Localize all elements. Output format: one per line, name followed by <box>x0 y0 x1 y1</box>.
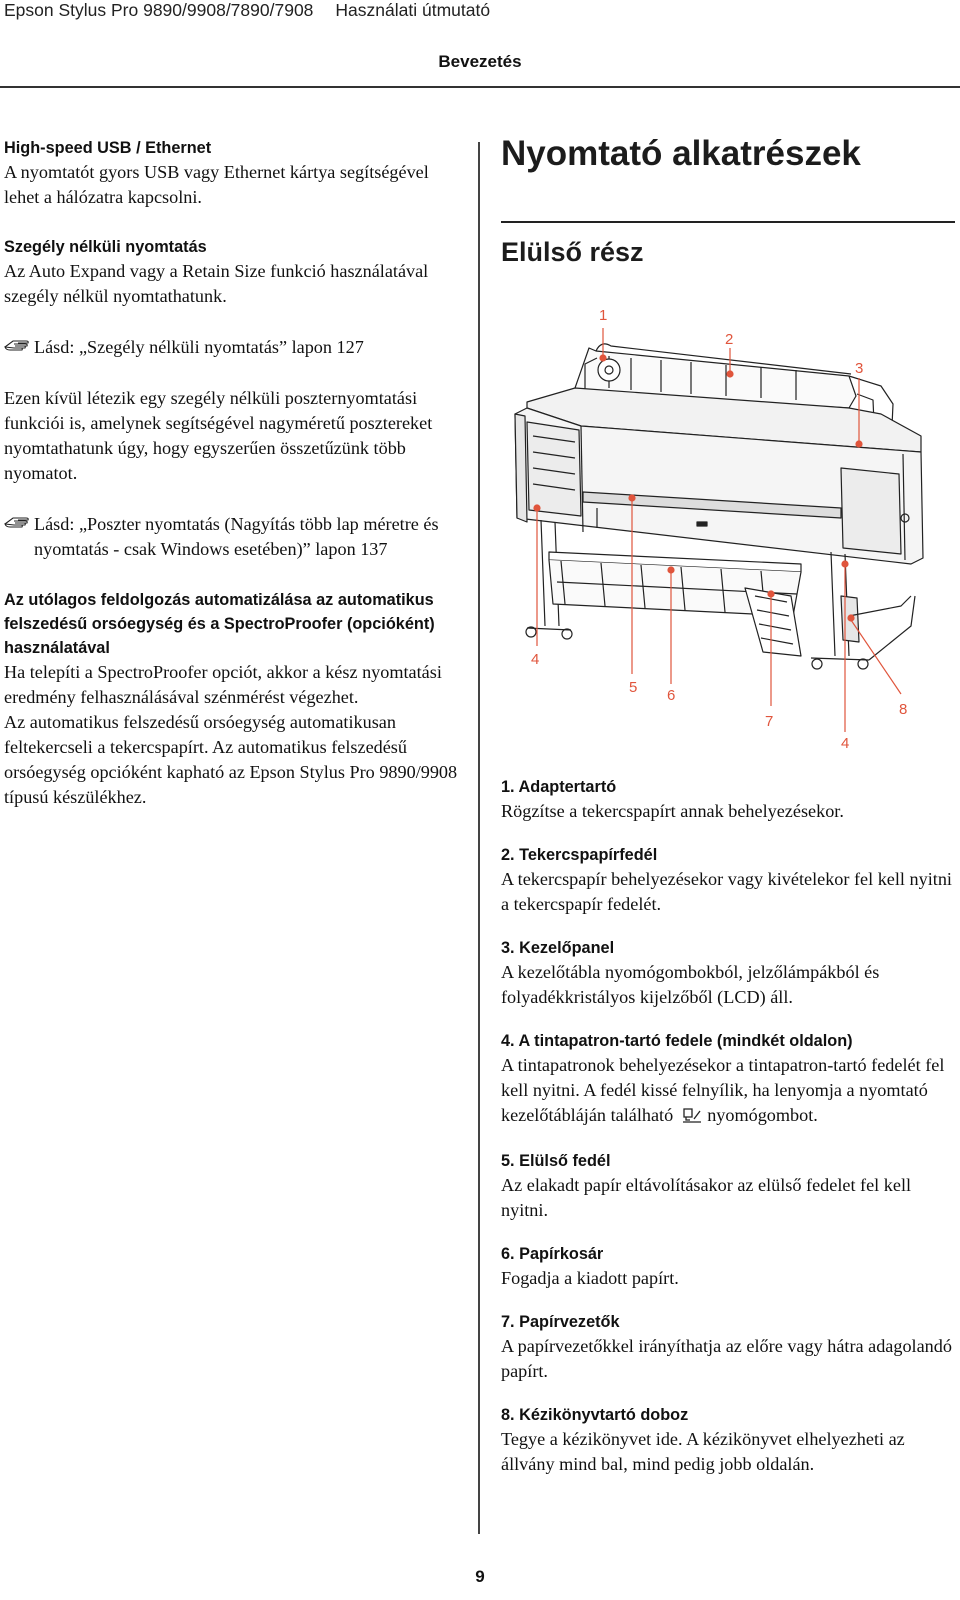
ink-cover-button-icon <box>681 1105 703 1130</box>
right-column <box>501 130 955 269</box>
borderless-heading: Szegély nélküli nyomtatás <box>4 238 207 256</box>
part-text: Az elakadt papír eltávolításakor az elülső fedelet fel kell nyitni. <box>501 1175 912 1220</box>
part-text: Tegye a kézikönyvet ide. A kézikönyvet elhelyezheti az állvány mind bal, mind pedig jobb oldalán. <box>501 1429 905 1474</box>
printer-illustration <box>501 296 956 766</box>
part-item <box>501 936 953 1010</box>
main-heading: Nyomtató alkatrészek <box>501 134 861 173</box>
poster-reference <box>4 512 459 562</box>
usb-heading: High-speed USB / Ethernet <box>4 139 212 157</box>
automation-heading: Az utólagos feldolgozás automatizálása az automatikus felszedésű orsóegység és a SpectroProofer (opcióként) használatával <box>4 591 435 657</box>
borderless-reference <box>4 335 459 360</box>
part-text-after: nyomógombot. <box>707 1105 818 1125</box>
part-text: A papírvezetőkkel irányíthatja az előre vagy hátra adagolandó papírt. <box>501 1336 952 1381</box>
part-title: 4. A tintapatron-tartó fedele (mindkét oldalon) <box>501 1032 853 1050</box>
callout-2: 2 <box>725 331 734 348</box>
header-guide: Használati útmutató <box>335 0 491 20</box>
part-text: A tekercspapír behelyezésekor vagy kivételekor fel kell nyitni a tekercspapír fedelét. <box>501 869 952 914</box>
part-item <box>501 1029 953 1130</box>
part-text: A kezelőtábla nyomógombokból, jelzőlámpákból és folyadékkristályos kijelzőből (LCD) áll. <box>501 962 880 1007</box>
callout-5: 5 <box>629 679 638 696</box>
part-title: 7. Papírvezetők <box>501 1313 620 1331</box>
part-item <box>501 1149 953 1223</box>
usb-text: A nyomtatót gyors USB vagy Ethernet kártya segítségével lehet a hálózatra kapcsolni. <box>4 162 429 207</box>
poster-text: Ezen kívül létezik egy szegély nélküli poszternyomtatási funkciói is, amelynek segítségével nagyméretű posztereket nyomtathatunk úgy, hogy egyszerűen összetűzünk több nyomatot. <box>4 388 433 483</box>
automation-text: Ha telepíti a SpectroProofer opciót, akkor a kész nyomtatási eredmény felhasználásával szénmérést végezhet. <box>4 662 442 707</box>
poster-ref-link[interactable]: Lásd: „Poszter nyomtatás (Nagyítás több lap méretre és nyomtatás - csak Windows esetében)” lapon 137 <box>34 514 439 559</box>
pointing-hand-icon <box>4 335 34 357</box>
pointing-hand-icon <box>4 512 34 534</box>
part-text: Fogadja a kiadott papírt. <box>501 1268 679 1288</box>
callout-1: 1 <box>599 307 608 324</box>
part-item <box>501 1242 953 1291</box>
header-rule <box>0 86 960 88</box>
callout-7: 7 <box>765 713 774 730</box>
part-item <box>501 775 953 824</box>
left-column <box>4 136 459 810</box>
part-title: 2. Tekercspapírfedél <box>501 846 658 864</box>
sub-heading: Elülső rész <box>501 237 644 267</box>
part-item <box>501 1310 953 1384</box>
callout-3: 3 <box>855 360 864 377</box>
borderless-text: Az Auto Expand vagy a Retain Size funkció használatával szegély nélkül nyomtathatunk. <box>4 261 429 306</box>
part-text: Rögzítse a tekercspapírt annak behelyezésekor. <box>501 801 844 821</box>
part-item <box>501 1403 953 1477</box>
part-title: 6. Papírkosár <box>501 1245 604 1263</box>
callout-6: 6 <box>667 687 676 704</box>
part-title: 1. Adaptertartó <box>501 778 617 796</box>
printer-drawing <box>501 296 956 766</box>
page-number: 9 <box>475 1567 485 1586</box>
callout-4-left: 4 <box>531 651 540 668</box>
header-product: Epson Stylus Pro 9890/9908/7890/7908 <box>4 0 314 20</box>
column-divider <box>478 142 480 1534</box>
borderless-ref-link[interactable]: Lásd: „Szegély nélküli nyomtatás” lapon 127 <box>34 337 364 357</box>
part-text-container <box>501 1053 953 1130</box>
part-title: 3. Kezelőpanel <box>501 939 615 957</box>
part-title: 5. Elülső fedél <box>501 1152 611 1170</box>
automation-text-2: Az automatikus felszedésű orsóegység automatikusan feltekercseli a tekercspapírt. Az automatikus felszedésű orsóegység opcióként kapható az Epson Stylus Pro 9890/9908 típusú készülékhez. <box>4 712 458 807</box>
heading-rule <box>501 221 955 223</box>
part-text: A tintapatronok behelyezésekor a tintapatron-tartó fedelét fel kell nyitni. A fedél kissé felnyílik, ha lenyomja a nyomtató kezelőtábláján található <box>501 1055 945 1125</box>
part-item <box>501 843 953 917</box>
running-header <box>4 0 490 21</box>
callout-4-right: 4 <box>841 735 850 752</box>
section-label: Bevezetés <box>438 52 522 71</box>
part-title: 8. Kézikönyvtartó doboz <box>501 1406 689 1424</box>
parts-list <box>501 775 953 1496</box>
callout-8: 8 <box>899 701 908 718</box>
